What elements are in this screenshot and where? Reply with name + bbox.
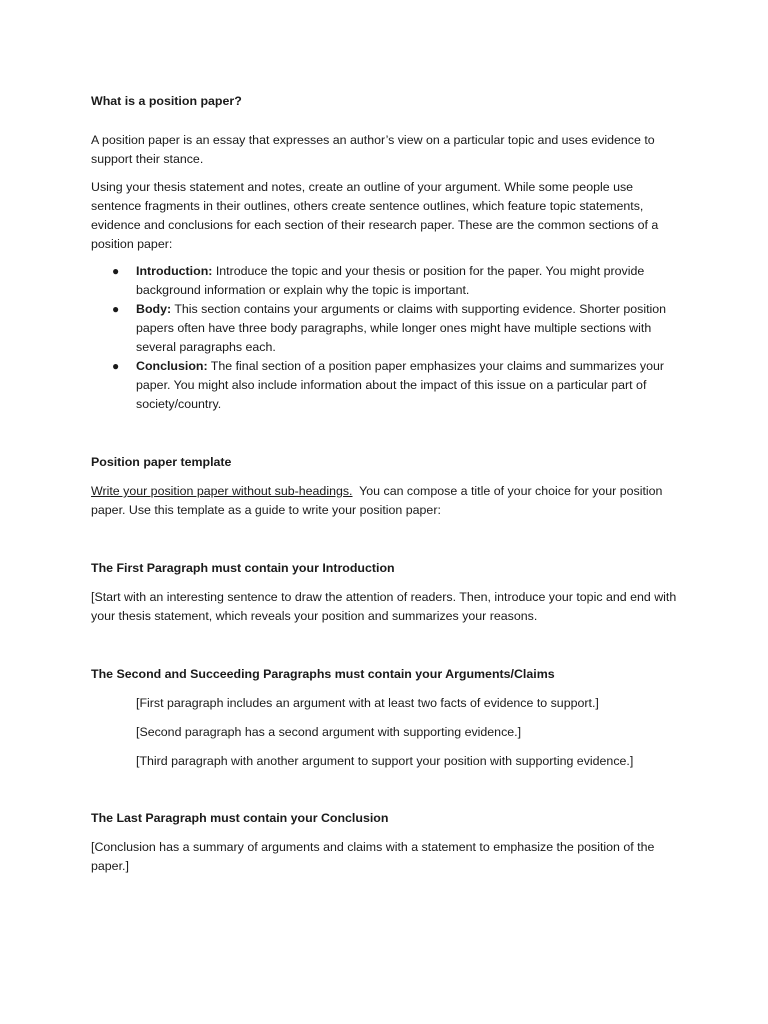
template-instruction-underlined: Write your position paper without sub-headings.	[91, 484, 353, 498]
outline-intro-paragraph: Using your thesis statement and notes, create an outline of your argument. While some people use sentence fragments in their outlines, others create sentence outlines, which feature topic statements, evidence and conclusions for each section of their research paper. These are the common sections of a position paper:	[91, 180, 659, 251]
bullet-icon: ●	[112, 359, 120, 373]
template-heading: Position paper template	[91, 455, 232, 469]
argument-item-1: [First paragraph includes an argument with at least two facts of evidence to support.]	[136, 696, 599, 710]
list-item-introduction	[91, 262, 681, 300]
list-item-body	[91, 300, 681, 357]
last-paragraph-heading: The Last Paragraph must contain your Conclusion	[91, 811, 389, 825]
first-paragraph-body: [Start with an interesting sentence to draw the attention of readers. Then, introduce your topic and end with your thesis statement, which reveals your position and summarizes your reasons.	[91, 590, 677, 623]
document-page	[91, 92, 681, 876]
argument-item-3: [Third paragraph with another argument to support your position with supporting evidence.]	[136, 754, 634, 768]
first-paragraph-heading: The First Paragraph must contain your Introduction	[91, 561, 395, 575]
argument-item-2: [Second paragraph has a second argument with supporting evidence.]	[136, 725, 522, 739]
template-instruction-rest: You can compose a title of your choice for your position paper. Use this template as a guide to write your position paper:	[91, 484, 666, 517]
list-item-term: Body:	[136, 302, 172, 316]
template-instruction	[91, 482, 681, 520]
last-paragraph-body: [Conclusion has a summary of arguments and claims with a statement to emphasize the position of the paper.]	[91, 840, 655, 873]
definition-paragraph: A position paper is an essay that expresses an author’s view on a particular topic and uses evidence to support their stance.	[91, 133, 655, 166]
sections-list	[91, 262, 681, 414]
list-item-term: Introduction:	[136, 264, 213, 278]
list-item-conclusion	[91, 357, 681, 414]
bullet-icon: ●	[112, 264, 120, 278]
bullet-icon: ●	[112, 302, 120, 316]
list-item-text: Introduce the topic and your thesis or position for the paper. You might provide background information or explain why the topic is important.	[136, 264, 645, 297]
list-item-text: The final section of a position paper emphasizes your claims and summarizes your paper. You might also include information about the impact of this issue on a particular part of society/country.	[136, 359, 664, 411]
list-item-term: Conclusion:	[136, 359, 208, 373]
middle-paragraphs-heading: The Second and Succeeding Paragraphs must contain your Arguments/Claims	[91, 667, 555, 681]
list-item-text: This section contains your arguments or claims with supporting evidence. Shorter position papers often have three body paragraphs, while longer ones might have multiple sections with several paragraphs each.	[136, 302, 667, 354]
document-title: What is a position paper?	[91, 94, 242, 108]
